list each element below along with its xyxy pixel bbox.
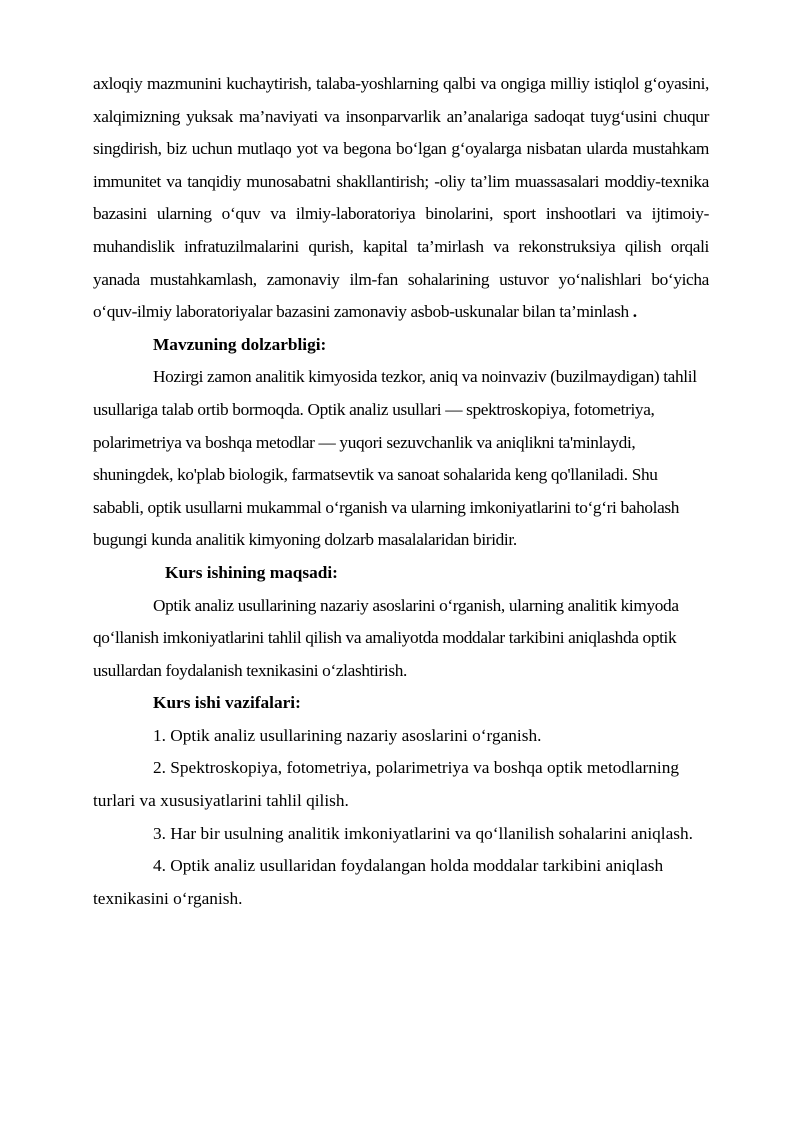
task-item-3: 3. Har bir usulning analitik imkoniyatlarini va qo‘llanilish sohalarini aniqlash. — [153, 823, 693, 843]
tasks-heading: Kurs ishi vazifalari: — [153, 693, 301, 713]
document-page — [93, 68, 709, 915]
task-item-2: 2. Spektroskopiya, fotometriya, polarimetriya va boshqa optik metodlarning turlari va xususiyatlarini tahlil qilish. — [93, 758, 680, 811]
relevance-paragraph: Hozirgi zamon analitik kimyosida tezkor, aniq va noinvaziv (buzilmaydigan) tahlil usullariga talab ortib bormoqda. Optik analiz usullari — spektroskopiya, fotometriya, polarimetriya va boshqa metodlar — yuqori sezuvchanlik va aniqlikni ta'minlaydi, shuningdek, ko'plab biologik, farmatsevtik va sanoat sohalarida keng qo'llaniladi. Shu sababli, optik usullarni mukammal o‘rganish va ularning imkoniyatlarini to‘g‘ri baholash bugungi kunda analitik kimyoning dolzarb masalalaridan biridir. — [93, 367, 697, 550]
goal-heading: Kurs ishining maqsadi: — [165, 562, 338, 582]
task-item-4: 4. Optik analiz usullaridan foydalangan holda moddalar tarkibini aniqlash texnikasini o‘rganish. — [93, 856, 664, 908]
intro-paragraph — [93, 68, 709, 329]
intro-text: axloqiy mazmunini kuchaytirish, talaba-yoshlarning qalbi va ongiga milliy istiqlol g‘oyasini, xalqimizning yuksak ma’naviyati va insonparvarlik an’analariga sadoqat tuyg‘usini chuqur singdirish, biz uchun mutlaqo yot va begona bo‘lgan g‘oyalarga nisbatan ularda mustahkam immunitet va tanqidiy munosabatni shakllantirish; -oliy ta’lim muassasalari moddiy-texnika bazasini ularning o‘quv va ilmiy-laboratoriya binolarini, sport inshootlari va ijtimoiy-muhandislik infratuzilmalarini qurish, kapital ta’mirlash va rekonstruksiya qilish orqali yanada mustahkamlash, zamonaviy ilm-fan sohalarining ustuvor yo‘nalishlari bo‘yicha o‘quv-ilmiy laboratoriyalar bazasini zamonaviy asbob-uskunalar bilan ta’minlash — [93, 74, 709, 322]
task-item-1: 1. Optik analiz usullarining nazariy asoslarini o‘rganish. — [153, 725, 542, 745]
intro-end-mark: . — [632, 302, 637, 322]
relevance-heading: Mavzuning dolzarbligi: — [153, 334, 327, 354]
goal-paragraph: Optik analiz usullarining nazariy asoslarini o‘rganish, ularning analitik kimyoda qo‘llanish imkoniyatlarini tahlil qilish va amaliyotda moddalar tarkibini aniqlashda optik usullardan foydalanish texnikasini o‘zlashtirish. — [93, 595, 679, 680]
